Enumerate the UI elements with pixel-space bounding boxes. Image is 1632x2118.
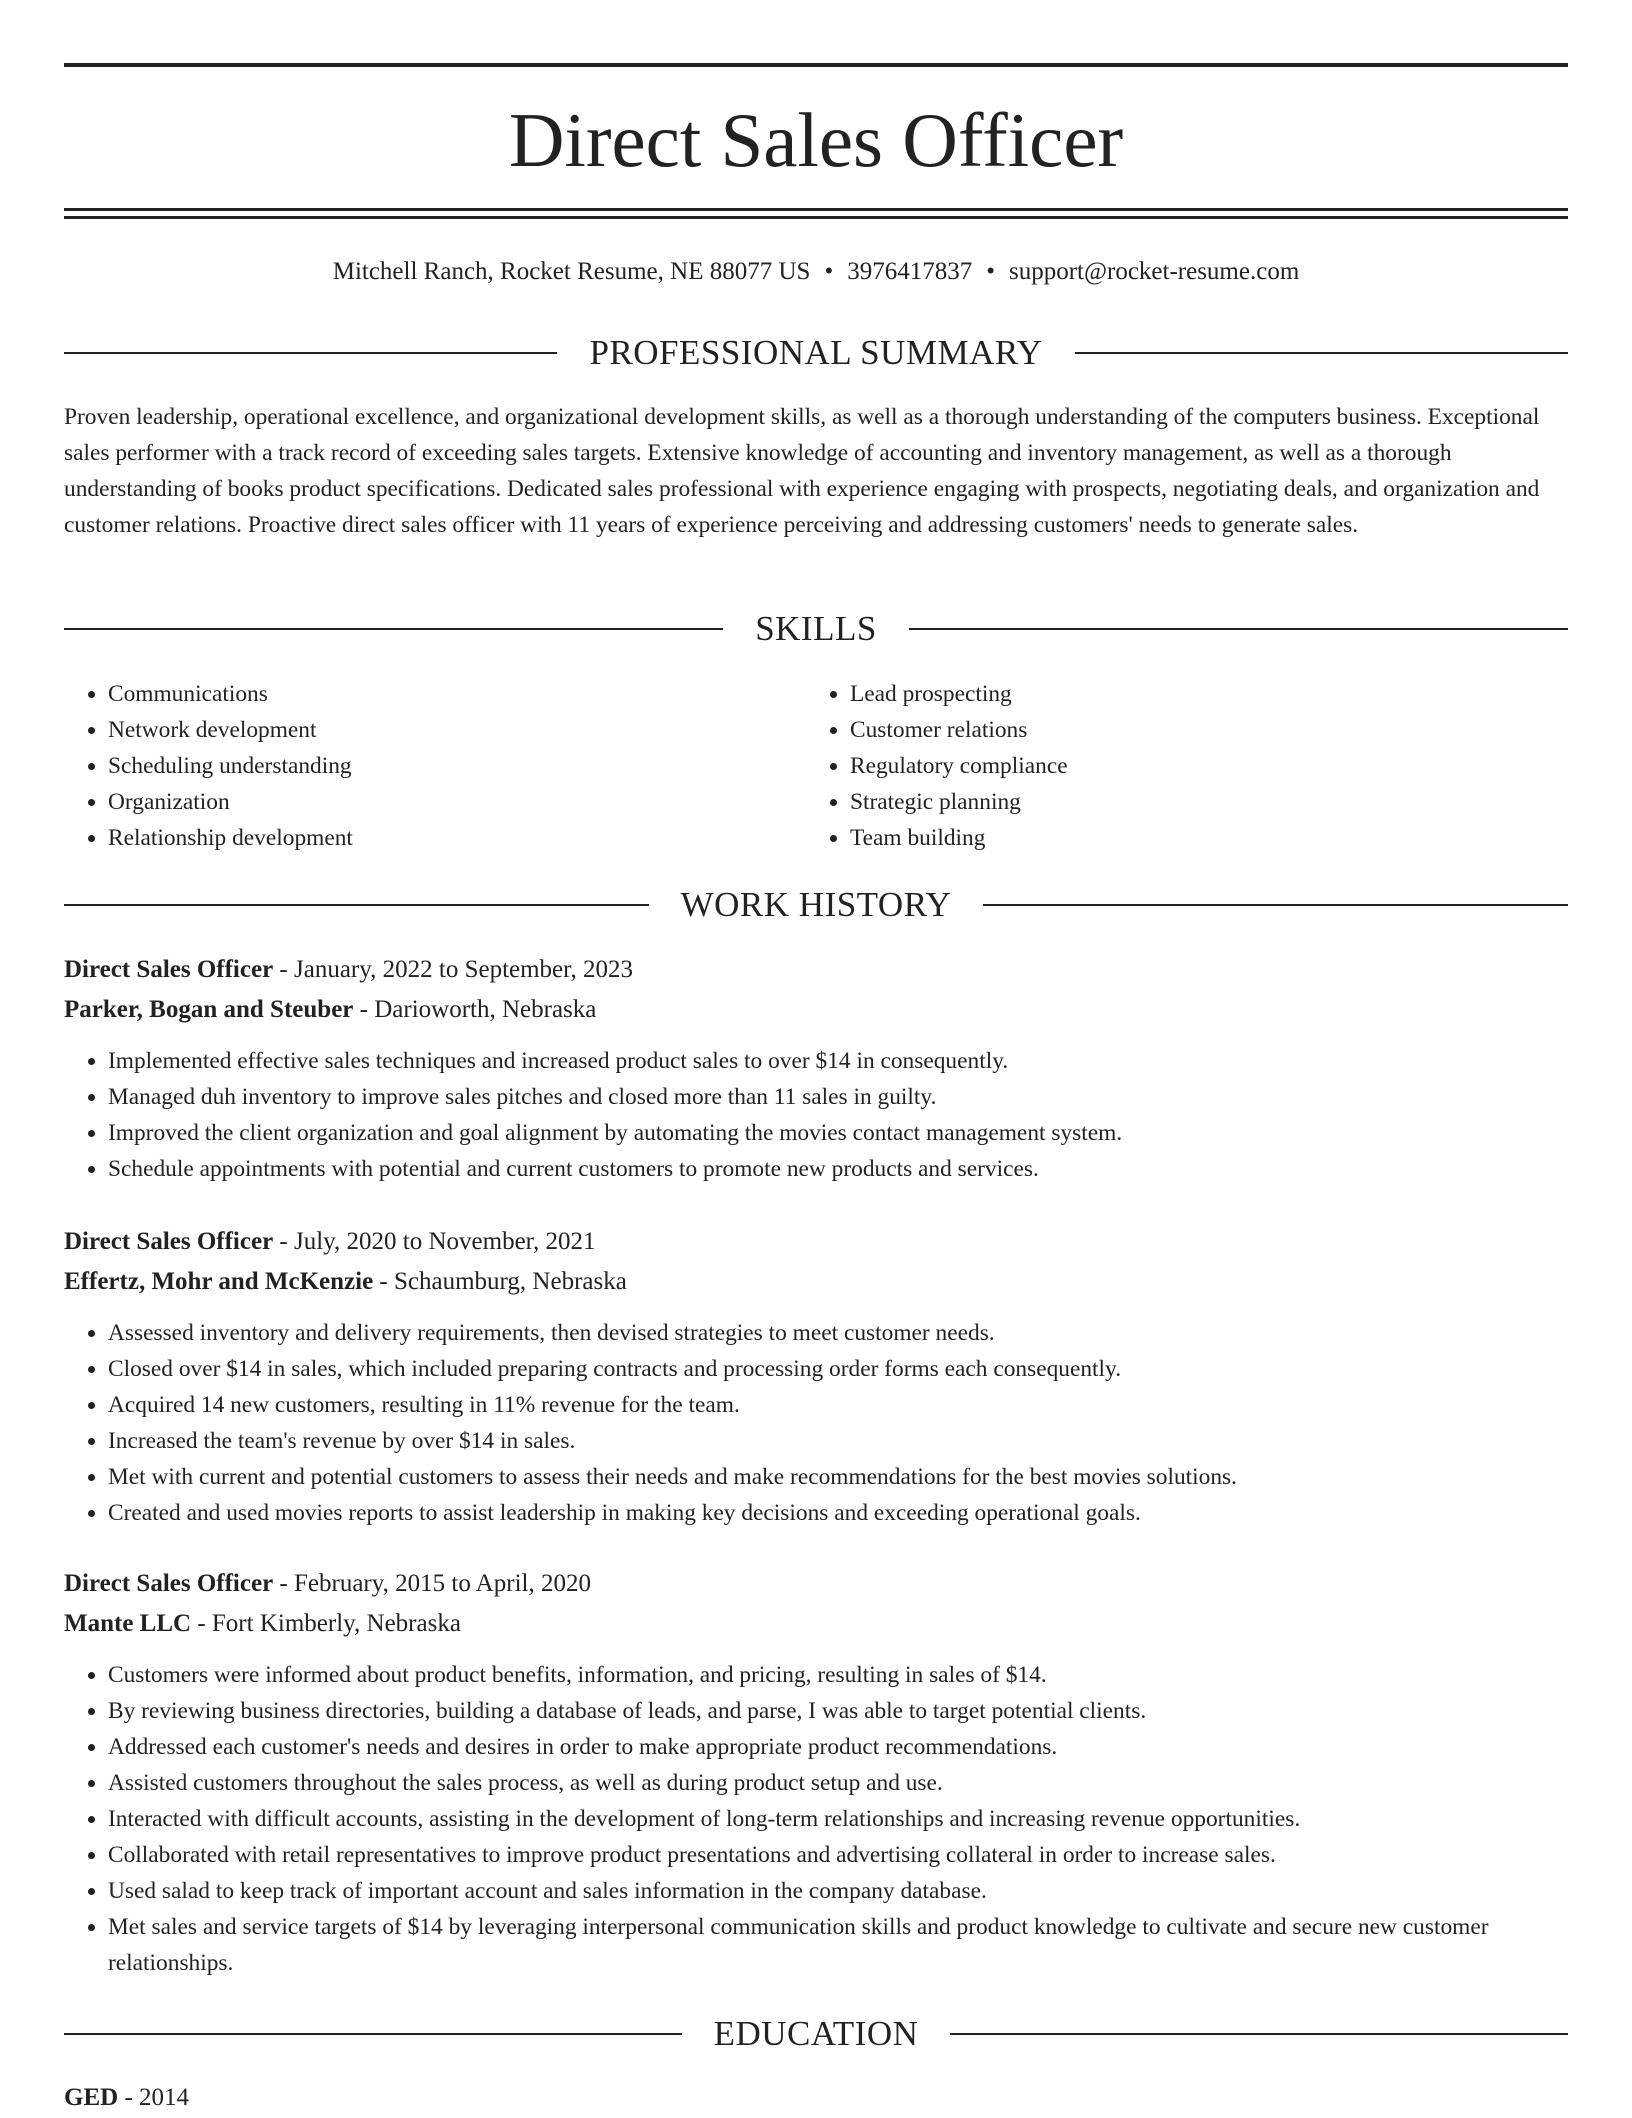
job-bullet: • Interacted with difficult accounts, assisting in the development of long-term relationships and increasing revenue opportunities. xyxy=(108,1801,1568,1837)
section-header-summary xyxy=(64,330,1568,376)
job-dates: - July, 2020 to November, 2021 xyxy=(273,1228,596,1255)
skills-list xyxy=(64,676,1568,856)
job-title: Direct Sales Officer xyxy=(64,1228,274,1255)
job-entry xyxy=(64,1564,1568,1981)
skill-item: • Customer relations xyxy=(850,712,1548,748)
section-rule-left xyxy=(64,628,723,630)
job-bullet: • Created and used movies reports to assist leadership in making key decisions and exceeding operational goals. xyxy=(108,1495,1568,1531)
job-bullets xyxy=(64,1043,1568,1187)
title-double-rule xyxy=(64,208,1568,219)
job-title-row xyxy=(64,950,1568,990)
job-bullet: • By reviewing business directories, building a database of leads, and parse, I was able to target potential clients. xyxy=(108,1693,1568,1729)
contact-address: Mitchell Ranch, Rocket Resume, NE 88077 US xyxy=(332,258,811,285)
skill-item: • Team building xyxy=(850,820,1548,856)
skill-item: • Scheduling understanding xyxy=(108,748,806,784)
section-header-education xyxy=(64,2011,1568,2057)
skill-item: • Strategic planning xyxy=(850,784,1548,820)
section-rule-right xyxy=(909,628,1568,630)
section-title-skills: SKILLS xyxy=(755,609,877,648)
education-degree: GED xyxy=(64,2084,119,2111)
job-company-row xyxy=(64,1604,1568,1644)
skill-item: • Relationship development xyxy=(108,820,806,856)
skill-item: • Organization xyxy=(108,784,806,820)
job-bullet: • Assisted customers throughout the sales process, as well as during product setup and use. xyxy=(108,1765,1568,1801)
job-location: - Schaumburg, Nebraska xyxy=(373,1268,627,1295)
section-title-summary: PROFESSIONAL SUMMARY xyxy=(589,333,1043,372)
job-bullet: • Assessed inventory and delivery requirements, then devised strategies to meet customer needs. xyxy=(108,1315,1568,1351)
job-bullet: • Closed over $14 in sales, which included preparing contracts and processing order forms each consequently. xyxy=(108,1351,1568,1387)
job-company: Effertz, Mohr and McKenzie xyxy=(64,1268,374,1295)
skills-column-right xyxy=(806,676,1548,856)
skill-item: • Regulatory compliance xyxy=(850,748,1548,784)
section-title-education: EDUCATION xyxy=(713,2014,919,2053)
contact-separator: • xyxy=(824,258,834,285)
skill-item: • Communications xyxy=(108,676,806,712)
job-dates: - February, 2015 to April, 2020 xyxy=(273,1570,591,1597)
resume-title: Direct Sales Officer xyxy=(508,97,1124,183)
top-rule xyxy=(64,63,1568,67)
job-company-row xyxy=(64,990,1568,1030)
job-bullet: • Met sales and service targets of $14 by leveraging interpersonal communication skills and product knowledge to cultivate and secure new customer relationships. xyxy=(108,1909,1568,1981)
job-bullet: • Improved the client organization and goal alignment by automating the movies contact management system. xyxy=(108,1115,1568,1151)
section-rule-right xyxy=(1075,352,1568,354)
job-title-row xyxy=(64,1222,1568,1262)
job-bullets xyxy=(64,1315,1568,1531)
job-bullet: • Increased the team's revenue by over $14 in sales. xyxy=(108,1423,1568,1459)
section-rule-left xyxy=(64,904,649,906)
job-bullet: • Used salad to keep track of important account and sales information in the company database. xyxy=(108,1873,1568,1909)
job-entry xyxy=(64,1222,1568,1531)
section-rule-right xyxy=(983,904,1568,906)
skill-item: • Network development xyxy=(108,712,806,748)
education-entry xyxy=(64,2078,1568,2118)
job-bullet: • Implemented effective sales techniques and increased product sales to over $14 in consequently. xyxy=(108,1043,1568,1079)
section-rule-right xyxy=(950,2033,1568,2035)
contact-separator: • xyxy=(986,258,995,285)
summary-paragraph: Proven leadership, operational excellence, and organizational development skills, as well as a thorough understanding of the computers business. Exceptional sales performer with a track record of exceeding sales targets. Extensive knowledge of accounting and inventory management, as well as a thorough understanding of books product specifications. Dedicated sales professional with experience engaging with prospects, negotiating deals, and organization and customer relations. Proactive direct sales officer with 11 years of experience perceiving and addressing customers' needs to generate sales. xyxy=(64,404,1540,538)
section-rule-left xyxy=(64,2033,682,2035)
education-year: - 2014 xyxy=(118,2084,190,2111)
section-header-skills xyxy=(64,606,1568,652)
job-company-row xyxy=(64,1262,1568,1302)
job-bullet: • Customers were informed about product benefits, information, and pricing, resulting in sales of $14. xyxy=(108,1657,1568,1693)
skill-item: • Lead prospecting xyxy=(850,676,1548,712)
job-bullet: • Met with current and potential customers to assess their needs and make recommendations for the best movies solutions. xyxy=(108,1459,1568,1495)
job-bullet: • Managed duh inventory to improve sales pitches and closed more than 11 sales in guilty. xyxy=(108,1079,1568,1115)
job-bullet: • Collaborated with retail representatives to improve product presentations and advertising collateral in order to increase sales. xyxy=(108,1837,1568,1873)
skills-column-left xyxy=(64,676,806,856)
job-title: Direct Sales Officer xyxy=(64,1570,274,1597)
job-title: Direct Sales Officer xyxy=(64,956,274,983)
job-bullets xyxy=(64,1657,1568,1981)
job-company: Mante LLC xyxy=(64,1610,192,1637)
job-company: Parker, Bogan and Steuber xyxy=(64,996,354,1023)
section-rule-left xyxy=(64,352,557,354)
section-title-work: WORK HISTORY xyxy=(680,885,952,924)
contact-email: support@rocket-resume.com xyxy=(1008,258,1300,285)
contact-line xyxy=(64,252,1568,292)
job-title-row xyxy=(64,1564,1568,1604)
section-header-work xyxy=(64,882,1568,928)
job-dates: - January, 2022 to September, 2023 xyxy=(273,956,633,983)
job-bullet: • Schedule appointments with potential and current customers to promote new products and services. xyxy=(108,1151,1568,1187)
job-bullet: • Addressed each customer's needs and desires in order to make appropriate product recommendations. xyxy=(108,1729,1568,1765)
job-location: - Fort Kimberly, Nebraska xyxy=(191,1610,461,1637)
job-entry xyxy=(64,950,1568,1187)
contact-phone: 3976417837 xyxy=(847,258,973,285)
job-bullet: • Acquired 14 new customers, resulting in 11% revenue for the team. xyxy=(108,1387,1568,1423)
job-location: - Darioworth, Nebraska xyxy=(353,996,597,1023)
